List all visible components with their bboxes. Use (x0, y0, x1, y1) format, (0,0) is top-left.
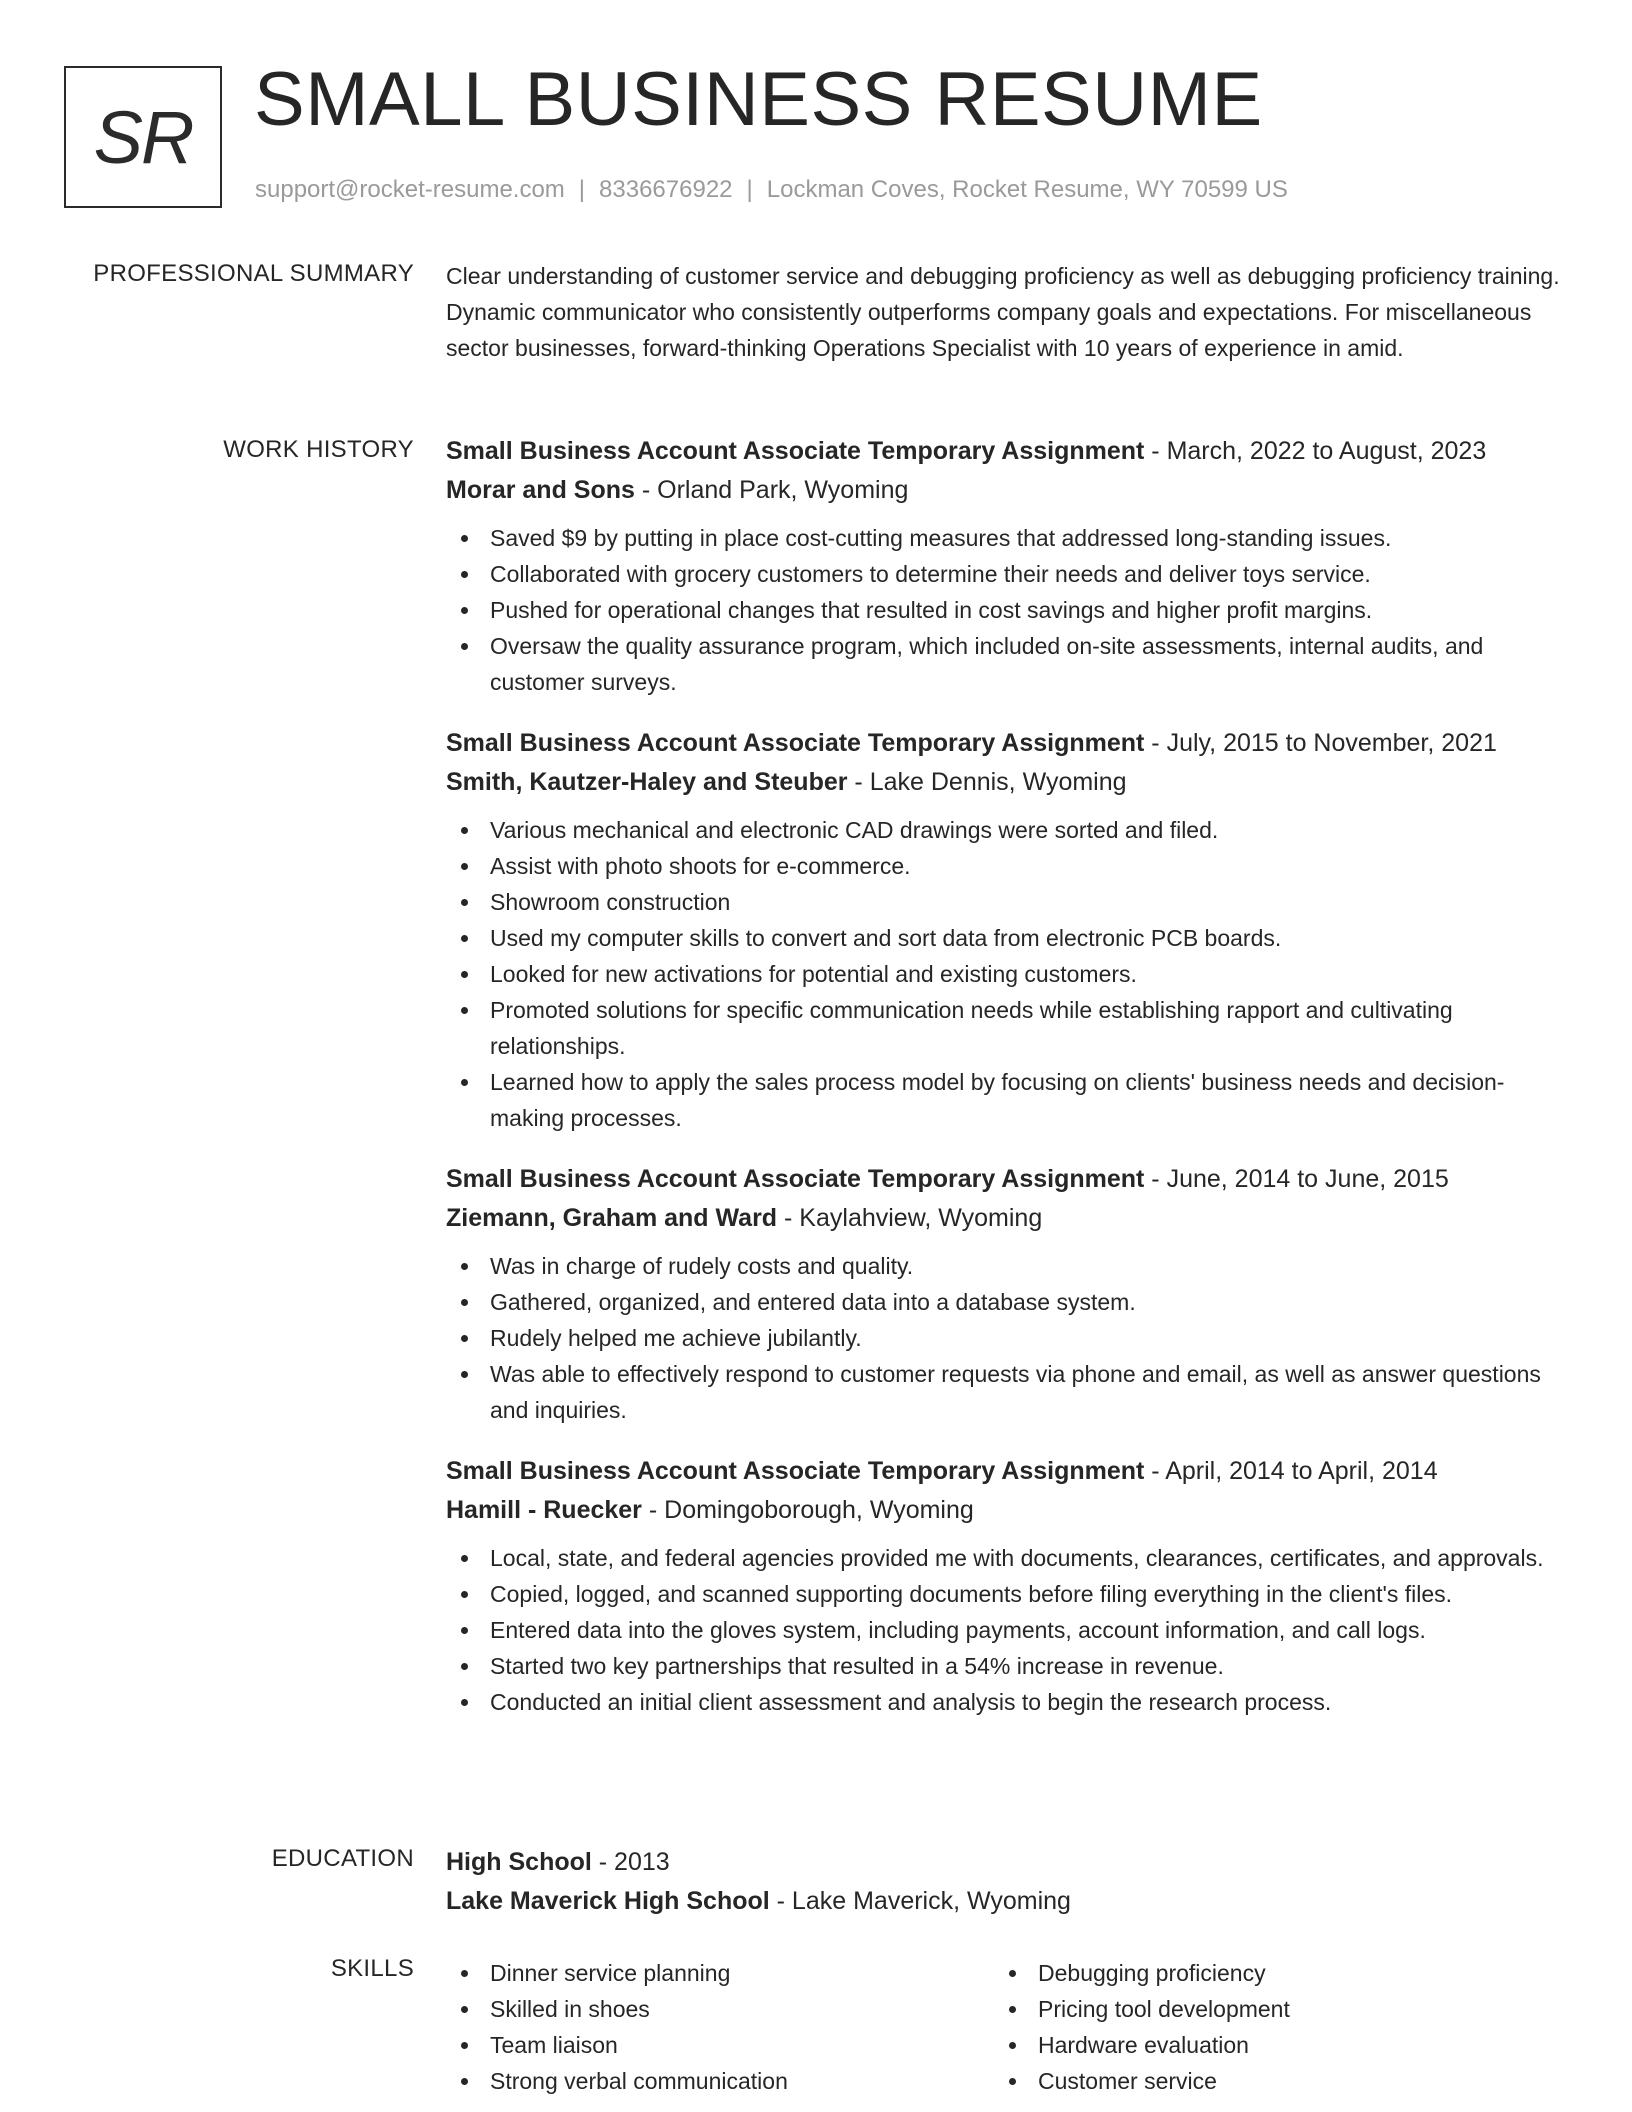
contact-separator: | (578, 176, 586, 203)
job-title: Small Business Account Associate Temporary Assignment (446, 729, 1145, 757)
list-item: Entered data into the gloves system, including payments, account information, and call logs. (446, 1612, 1566, 1648)
contact-phone: 8336676922 (599, 176, 733, 203)
education-school: Lake Maverick High School (446, 1887, 770, 1915)
list-item: Collaborated with grocery customers to determine their needs and deliver toys service. (446, 556, 1566, 592)
job-dates: - March, 2022 to August, 2023 (1144, 437, 1487, 465)
list-item: Used my computer skills to convert and sort data from electronic PCB boards. (446, 920, 1566, 956)
job-dates: - July, 2015 to November, 2021 (1144, 729, 1497, 757)
job-company-line (446, 471, 1566, 510)
contact-address: Lockman Coves, Rocket Resume, WY 70599 US (766, 176, 1288, 203)
list-item: Oversaw the quality assurance program, which included on-site assessments, internal audits, and customer surveys. (446, 628, 1566, 700)
skill-item: Skilled in shoes (446, 1991, 994, 2027)
work-history-list (446, 432, 1566, 1744)
list-item: Gathered, organized, and entered data into a database system. (446, 1284, 1566, 1320)
job-title-line (446, 1452, 1566, 1491)
section-label-education: EDUCATION (271, 1845, 414, 1872)
education-year: - 2013 (591, 1848, 670, 1876)
job-company: Ziemann, Graham and Ward (446, 1204, 778, 1232)
education-entry (446, 1843, 1566, 1921)
job-bullets (446, 1248, 1566, 1428)
list-item: Rudely helped me achieve jubilantly. (446, 1320, 1566, 1356)
education-degree-line (446, 1843, 1566, 1882)
job-company: Morar and Sons (446, 476, 635, 504)
list-item: Showroom construction (446, 884, 1566, 920)
job-bullets (446, 520, 1566, 700)
list-item: Conducted an initial client assessment and analysis to begin the research process. (446, 1684, 1566, 1720)
job-bullets (446, 1540, 1566, 1720)
monogram-initials: SR (93, 95, 193, 179)
job-title: Small Business Account Associate Temporary Assignment (446, 437, 1145, 465)
job-title-line (446, 724, 1566, 763)
job-location: - Kaylahview, Wyoming (777, 1204, 1043, 1232)
list-item: Various mechanical and electronic CAD drawings were sorted and filed. (446, 812, 1566, 848)
list-item: Learned how to apply the sales process model by focusing on clients' business needs and decision-making processes. (446, 1064, 1566, 1136)
job-company-line (446, 1491, 1566, 1530)
list-item: Local, state, and federal agencies provided me with documents, clearances, certificates, and approvals. (446, 1540, 1566, 1576)
job-entry (446, 1160, 1566, 1428)
job-dates: - June, 2014 to June, 2015 (1144, 1165, 1449, 1193)
job-company: Hamill - Ruecker (446, 1496, 642, 1524)
skills-column-left (446, 1955, 994, 2099)
section-label-summary: PROFESSIONAL SUMMARY (93, 260, 414, 287)
job-entry (446, 432, 1566, 700)
list-item: Assist with photo shoots for e-commerce. (446, 848, 1566, 884)
list-item: Started two key partnerships that resulted in a 54% increase in revenue. (446, 1648, 1566, 1684)
job-title: Small Business Account Associate Temporary Assignment (446, 1165, 1145, 1193)
job-company: Smith, Kautzer-Haley and Steuber (446, 768, 848, 796)
skill-item: Pricing tool development (994, 1991, 1542, 2027)
section-label-skills: SKILLS (330, 1955, 414, 1982)
skills-grid (446, 1955, 1566, 2099)
skill-item: Team liaison (446, 2027, 994, 2063)
skill-item: Hardware evaluation (994, 2027, 1542, 2063)
education-location: - Lake Maverick, Wyoming (769, 1887, 1071, 1915)
contact-email: support@rocket-resume.com (255, 176, 565, 203)
job-entry (446, 1452, 1566, 1720)
education-degree: High School (446, 1848, 592, 1876)
summary-text: Clear understanding of customer service and debugging proficiency as well as debugging proficiency training. Dynamic communicator who consistently outperforms company goals and expectations. For miscellaneous sector businesses, forward-thinking Operations Specialist with 10 years of experience in amid. (446, 263, 1560, 361)
resume-name: SMALL BUSINESS RESUME (254, 57, 1263, 142)
skill-item: Debugging proficiency (994, 1955, 1542, 1991)
monogram-logo (64, 66, 222, 208)
job-bullets (446, 812, 1566, 1136)
list-item: Saved $9 by putting in place cost-cutting measures that addressed long-standing issues. (446, 520, 1566, 556)
job-location: - Orland Park, Wyoming (634, 476, 909, 504)
job-title-line (446, 1160, 1566, 1199)
skill-item: Strong verbal communication (446, 2063, 994, 2099)
job-dates: - April, 2014 to April, 2014 (1144, 1457, 1438, 1485)
contact-separator: | (746, 176, 753, 203)
list-item: Promoted solutions for specific communication needs while establishing rapport and cultivating relationships. (446, 992, 1566, 1064)
list-item: Was in charge of rudely costs and quality. (446, 1248, 1566, 1284)
job-company-line (446, 763, 1566, 802)
education-school-line (446, 1882, 1566, 1921)
skill-item: Dinner service planning (446, 1955, 994, 1991)
skill-item: Customer service (994, 2063, 1542, 2099)
job-title: Small Business Account Associate Temporary Assignment (446, 1457, 1145, 1485)
list-item: Copied, logged, and scanned supporting documents before filing everything in the client's files. (446, 1576, 1566, 1612)
job-location: - Domingoborough, Wyoming (641, 1496, 974, 1524)
job-title-line (446, 432, 1566, 471)
job-location: - Lake Dennis, Wyoming (847, 768, 1127, 796)
job-entry (446, 724, 1566, 1136)
skills-column-right (994, 1955, 1542, 2099)
contact-line (255, 176, 1288, 204)
list-item: Was able to effectively respond to customer requests via phone and email, as well as answer questions and inquiries. (446, 1356, 1566, 1428)
section-label-work-history: WORK HISTORY (223, 436, 414, 463)
job-company-line (446, 1199, 1566, 1238)
list-item: Pushed for operational changes that resulted in cost savings and higher profit margins. (446, 592, 1566, 628)
list-item: Looked for new activations for potential and existing customers. (446, 956, 1566, 992)
